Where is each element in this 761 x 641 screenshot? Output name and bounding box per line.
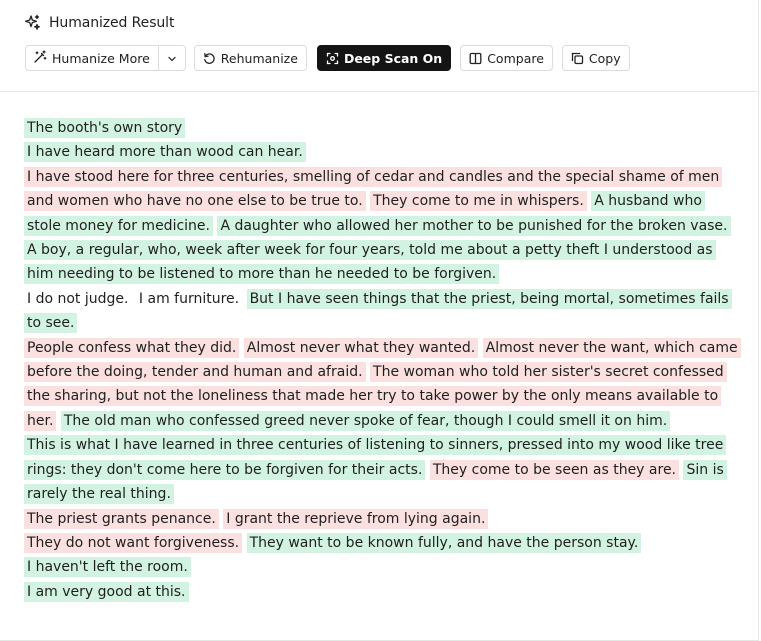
- sentence: I do not judge.: [27, 290, 129, 307]
- human-sentence: A boy, a regular, who, week after week for four years, told me about a petty theft I understood as him needing to be listened to more than he needed to be forgiven.: [24, 240, 716, 284]
- scan-icon: [326, 52, 339, 65]
- human-sentence: They want to be known fully, and have the person stay.: [247, 533, 642, 553]
- ai-flagged-sentence: Almost never what they wanted.: [244, 338, 478, 358]
- human-sentence: I have heard more than wood can hear.: [24, 142, 306, 162]
- text-line: [24, 140, 738, 164]
- ai-flagged-sentence: The woman who told her sister's secret confessed the sharing, but not the loneliness that made her try to take power by the only means available to her.: [24, 362, 727, 431]
- copy-label: Copy: [588, 50, 621, 66]
- rehumanize-button[interactable]: [194, 45, 307, 71]
- text-line: [24, 555, 738, 579]
- human-sentence: This is what I have learned in three centuries of listening to sinners, pressed into my wood like tree rings: they don't come here to be forgiven for their acts.: [24, 435, 726, 479]
- compare-label: Compare: [487, 50, 544, 66]
- human-sentence: The booth's own story: [24, 118, 185, 138]
- ai-flagged-sentence: They come to be seen as they are.: [430, 460, 679, 480]
- human-sentence: A daughter who allowed her mother to be punished for the broken vase.: [217, 216, 730, 236]
- copy-icon: [571, 52, 584, 65]
- ai-flagged-sentence: People confess what they did.: [24, 338, 239, 358]
- result-header: [0, 0, 758, 92]
- human-sentence: I am very good at this.: [24, 582, 189, 602]
- deep-scan-label: Deep Scan On: [343, 50, 443, 66]
- title-row: [24, 14, 174, 31]
- humanized-text: [24, 116, 738, 604]
- ai-flagged-sentence: They do not want forgiveness.: [24, 533, 242, 553]
- compare-button[interactable]: [460, 45, 553, 71]
- text-line: [24, 116, 738, 140]
- human-sentence: The old man who confessed greed never spoke of fear, though I could smell it on him.: [61, 411, 670, 431]
- humanize-more-label: Humanize More: [52, 50, 150, 66]
- human-sentence: But I have seen things that the priest, being mortal, sometimes fails to see.: [24, 289, 732, 333]
- humanize-options-dropdown[interactable]: [159, 46, 185, 70]
- ai-flagged-sentence: Almost never the want, which came before the doing, tender and human and afraid.: [24, 338, 741, 382]
- human-sentence: A husband who stole money for medicine.: [24, 191, 705, 235]
- rehumanize-label: Rehumanize: [220, 50, 298, 66]
- text-line: [24, 287, 738, 336]
- text-line: [24, 336, 738, 434]
- columns-icon: [469, 52, 482, 65]
- text-line: [24, 165, 738, 287]
- ai-flagged-sentence: I have stood here for three centuries, smelling of cedar and candles and the special shame of men and women who have no one else to be true to.: [24, 167, 722, 211]
- refresh-icon: [203, 52, 216, 65]
- text-line: [24, 433, 738, 506]
- sentence: I am furniture.: [138, 290, 240, 307]
- copy-button[interactable]: [562, 45, 630, 71]
- deep-scan-toggle[interactable]: [317, 45, 451, 71]
- ai-flagged-sentence: They come to me in whispers.: [370, 191, 587, 211]
- text-line: [24, 507, 738, 531]
- humanize-more-split-button: [25, 45, 186, 71]
- ai-flagged-sentence: The priest grants penance.: [24, 509, 219, 529]
- human-sentence: Sin is rarely the real thing.: [24, 460, 727, 504]
- page-title: Humanized Result: [49, 14, 175, 31]
- toolbar: [25, 45, 630, 71]
- ai-flagged-sentence: I grant the reprieve from lying again.: [223, 509, 488, 529]
- text-line: [24, 580, 738, 604]
- human-sentence: I haven't left the room.: [24, 557, 191, 577]
- humanize-more-button[interactable]: [26, 46, 159, 70]
- sparkle-icon: [24, 14, 41, 31]
- text-line: [24, 531, 738, 555]
- chevron-down-icon: [167, 49, 177, 68]
- magic-wand-icon: [33, 50, 47, 67]
